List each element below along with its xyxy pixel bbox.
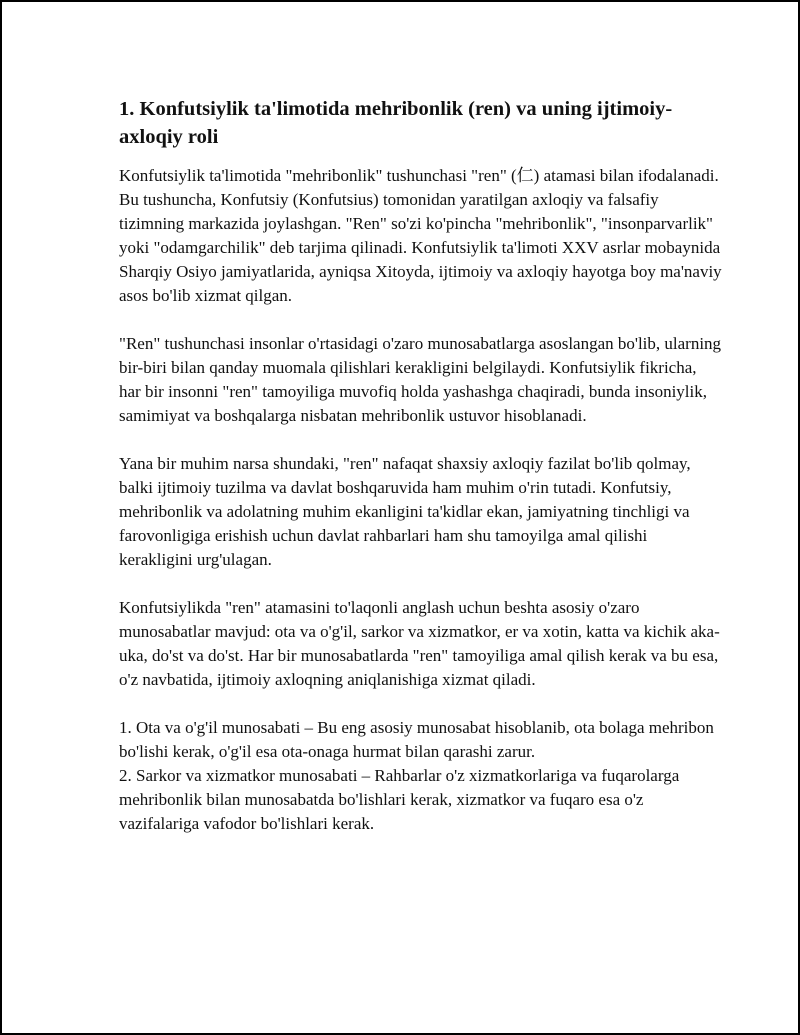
paragraph: Konfutsiylikda "ren" atamasini to'laqonli anglash uchun beshta asosiy o'zaro munosabatlar mavjud: ota va o'g'il, sarkor va xizmatkor, er va xotin, katta va kichik aka-uka, do'st va do'st. Har bir munosabatlarda "ren" tamoyiliga amal qilish kerak va bu esa, o'z navbatida, ijtimoiy axloqning aniqlanishiga xizmat qiladi.: [119, 598, 720, 689]
list-item: 2. Sarkor va xizmatkor munosabati – Rahbarlar o'z xizmatkorlariga va fuqarolarga mehribonlik bilan munosabatda bo'lishlari kerak, xizmatkor va fuqaro esa o'z vazifalariga vafodor bo'lishlari kerak.: [119, 766, 680, 833]
relationship-list: [119, 716, 722, 836]
section-title: 1. Konfutsiylik ta'limotida mehribonlik (ren) va uning ijtimoiy-axloqiy roli: [119, 98, 673, 148]
list-item: 1. Ota va o'g'il munosabati – Bu eng asosiy munosabat hisoblanib, ota bolaga mehribon bo'lishi kerak, o'g'il esa ota-onaga hurmat bilan qarashi zarur.: [119, 718, 714, 761]
paragraph: "Ren" tushunchasi insonlar o'rtasidagi o'zaro munosabatlarga asoslangan bo'lib, ularning bir-biri bilan qanday muomala qilishlari kerakligini belgilaydi. Konfutsiylik fikricha, har bir insonni "ren" tamoyiliga muvofiq holda yashashga chaqiradi, bunda insoniylik, samimiyat va boshqalarga nisbatan mehribonlik ustuvor hisoblanadi.: [119, 334, 722, 425]
paragraph: Konfutsiylik ta'limotida "mehribonlik" tushunchasi "ren" (仁) atamasi bilan ifodalanadi. Bu tushuncha, Konfutsiy (Konfutsius) tomonidan yaratilgan axloqiy va falsafiy tizimning markazida joylashgan. "Ren" so'zi ko'pincha "mehribonlik", "insonparvarlik" yoki "odamgarchilik" deb tarjima qilinadi. Konfutsiylik ta'limoti XXV asrlar mobaynida Sharqiy Osiyo jamiyatlarida, ayniqsa Xitoyda, ijtimoiy va axloqiy hayotga boy ma'naviy asos bo'lib xizmat qilgan.: [119, 166, 722, 305]
paragraph: Yana bir muhim narsa shundaki, "ren" nafaqat shaxsiy axloqiy fazilat bo'lib qolmay, balki ijtimoiy tuzilma va davlat boshqaruvida ham muhim o'rin tutadi. Konfutsiy, mehribonlik va adolatning muhim ekanligini ta'kidlar ekan, jamiyatning tinchligi va farovonligiga erishish uchun davlat rahbarlari ham shu tamoyilga amal qilishi kerakligini urg'ulagan.: [119, 454, 691, 569]
